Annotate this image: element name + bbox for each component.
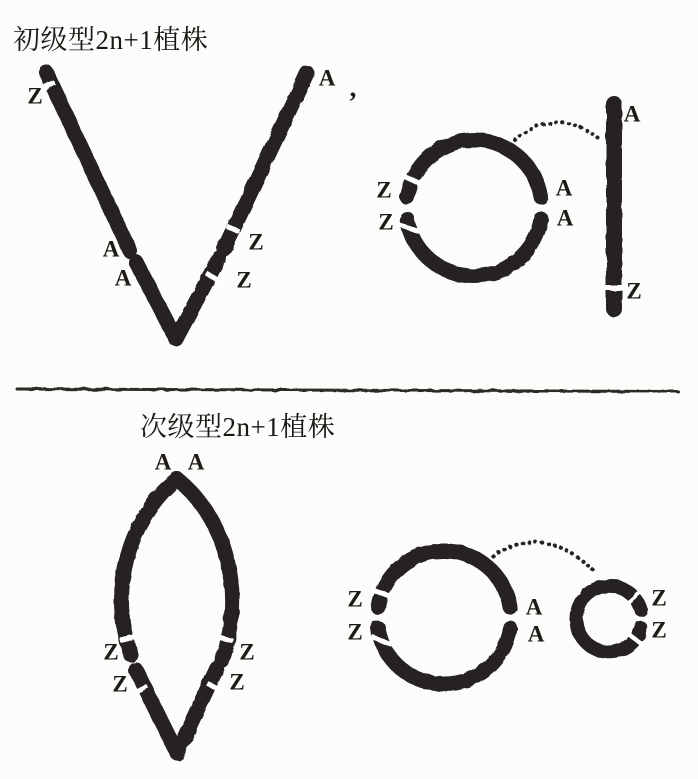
loop-right-arc <box>177 479 232 661</box>
tail-right-label: Z <box>229 669 245 695</box>
v-bottom-chain <box>136 258 219 339</box>
section-divider <box>17 389 678 392</box>
dotted-arc-bottom <box>493 542 597 574</box>
rod-bottom-label: Z <box>626 278 642 304</box>
ring1-right-label-1: A <box>555 175 573 201</box>
v-right-long-arm <box>224 73 307 249</box>
rod-top-label: A <box>623 101 641 127</box>
tail-left-label: Z <box>112 671 128 697</box>
ring-and-rod-figure <box>399 104 623 309</box>
ring1-lower-band <box>399 225 420 232</box>
ring2-right-label-2: A <box>527 621 545 647</box>
trivalent-v-figure <box>41 72 307 339</box>
loop-with-tail-figure <box>120 479 233 753</box>
ring3-arc <box>576 586 641 652</box>
ring1-left-label-2: Z <box>378 209 394 235</box>
ring1-left-label-1: Z <box>376 177 392 203</box>
ring1-lower-arc <box>407 219 541 276</box>
ring3-right-label-1: Z <box>651 585 667 611</box>
loop-right-band <box>219 637 233 640</box>
ring2-left-label-1: Z <box>347 586 363 612</box>
loop-top-label-1: A <box>154 449 172 475</box>
v-center-right-label-1: Z <box>248 229 264 255</box>
loop-left-label: Z <box>103 639 119 665</box>
dotted-arc-top <box>515 122 598 140</box>
v-center-left-label-2: A <box>114 265 132 291</box>
primary-section-title: 初级型2n+1植株 <box>13 25 209 55</box>
ring2-lower-arc <box>378 628 510 684</box>
v-center-left-label-1: A <box>102 236 120 262</box>
loop-right-label: Z <box>239 639 255 665</box>
loop-tail <box>136 668 217 753</box>
v-left-long-arm <box>46 72 130 251</box>
v-left-end-label: Z <box>27 83 43 109</box>
two-rings-figure <box>372 542 642 684</box>
ring1-upper-arc <box>407 140 541 197</box>
v-right-end-label: A <box>318 65 336 91</box>
ring3-right-label-2: Z <box>651 617 667 643</box>
comma-mark: , <box>349 72 357 103</box>
v-center-right-label-2: Z <box>236 267 252 293</box>
loop-top-label-2: A <box>187 449 205 475</box>
secondary-section-title: 次级型2n+1植株 <box>140 412 336 442</box>
loop-left-band <box>120 637 134 640</box>
ring2-right-label-1: A <box>525 594 543 620</box>
ring2-upper-arc <box>378 551 510 607</box>
loop-left-arc <box>121 479 177 655</box>
ring1-right-label-2: A <box>556 205 574 231</box>
ring2-left-label-2: Z <box>347 619 363 645</box>
